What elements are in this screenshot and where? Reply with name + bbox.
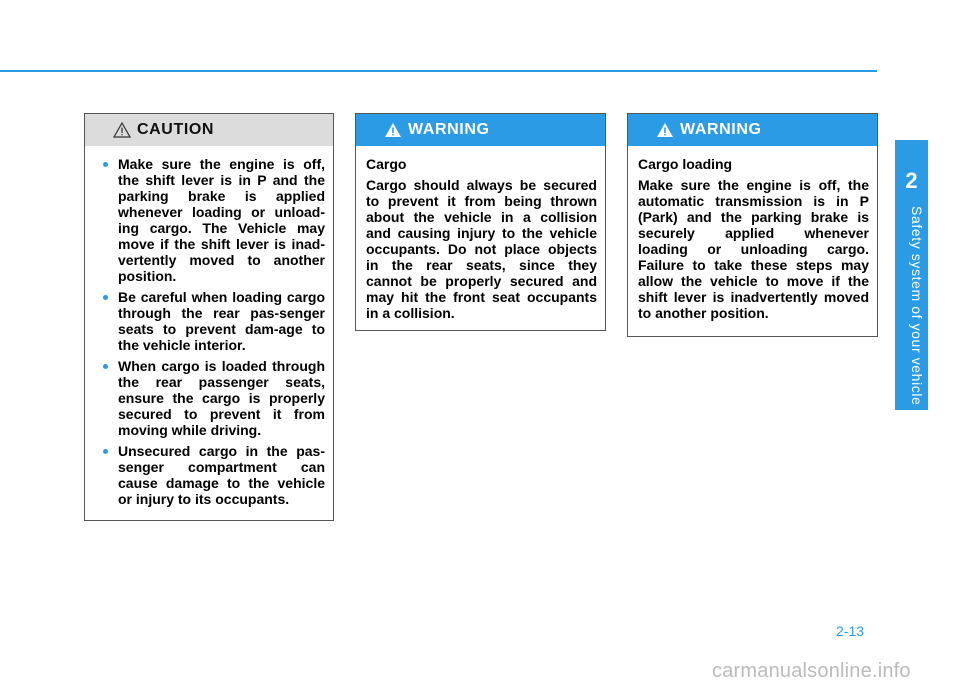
warning-box-cargo	[355, 113, 606, 331]
warning-header	[356, 114, 605, 146]
watermark: carmanualsonline.info	[712, 660, 911, 682]
warning-subtitle: Cargo	[366, 156, 407, 172]
caution-header	[85, 114, 333, 146]
caution-title: CAUTION	[137, 121, 215, 138]
bullet-dot-icon	[103, 364, 108, 369]
warning-title: WARNING	[680, 121, 762, 138]
bullet-dot-icon	[103, 295, 108, 300]
caution-body	[85, 146, 333, 522]
bullet-dot-icon	[103, 449, 108, 454]
warning-text: Cargo should always be secured to prevent it from being thrown about the vehicle in a collision and causing injury to the vehicle occupants. Do not place objects in the rear seats, since they cannot be properly secured and may hit the front seat occupants in a collision.	[366, 177, 597, 321]
warning-box-cargo-loading	[627, 113, 878, 337]
warning-header	[628, 114, 877, 146]
warning-title: WARNING	[408, 121, 490, 138]
warning-subtitle: Cargo loading	[638, 156, 733, 172]
warning-triangle-icon	[656, 122, 674, 138]
warning-body	[628, 146, 877, 331]
chapter-number: 2	[905, 168, 918, 193]
chapter-title: Safety system of your vehicle	[909, 206, 925, 406]
warning-text: Make sure the engine is off, the automatic transmission is in P (Park) and the parking brake is securely applied whenever loading or unloading cargo. Failure to take these steps may allow the vehicle to move if the shift lever is inadvertently moved to another position.	[638, 177, 869, 321]
chapter-tab	[895, 140, 928, 410]
page-number: 2-13	[836, 623, 865, 639]
caution-box	[84, 113, 334, 521]
caution-item: When cargo is loaded through the rear passenger seats, ensure the cargo is properly secured to prevent it from moving while driving.	[103, 358, 325, 438]
caution-item: Be careful when loading cargo through the rear pas-senger seats to prevent dam-age to the vehicle interior.	[103, 289, 325, 353]
caution-item: Unsecured cargo in the pas-senger compartment can cause damage to the vehicle or injury to its occupants.	[103, 443, 325, 507]
warning-triangle-icon	[384, 122, 402, 138]
top-rule	[0, 70, 877, 72]
warning-body	[356, 146, 605, 331]
bullet-dot-icon	[103, 162, 108, 167]
caution-item: Make sure the engine is off, the shift lever is in P and the parking brake is applied whenever loading or unload-ing cargo. The Vehicle may move if the shift lever is inad-vertently moved to another position.	[103, 156, 325, 284]
caution-triangle-icon	[113, 122, 131, 138]
